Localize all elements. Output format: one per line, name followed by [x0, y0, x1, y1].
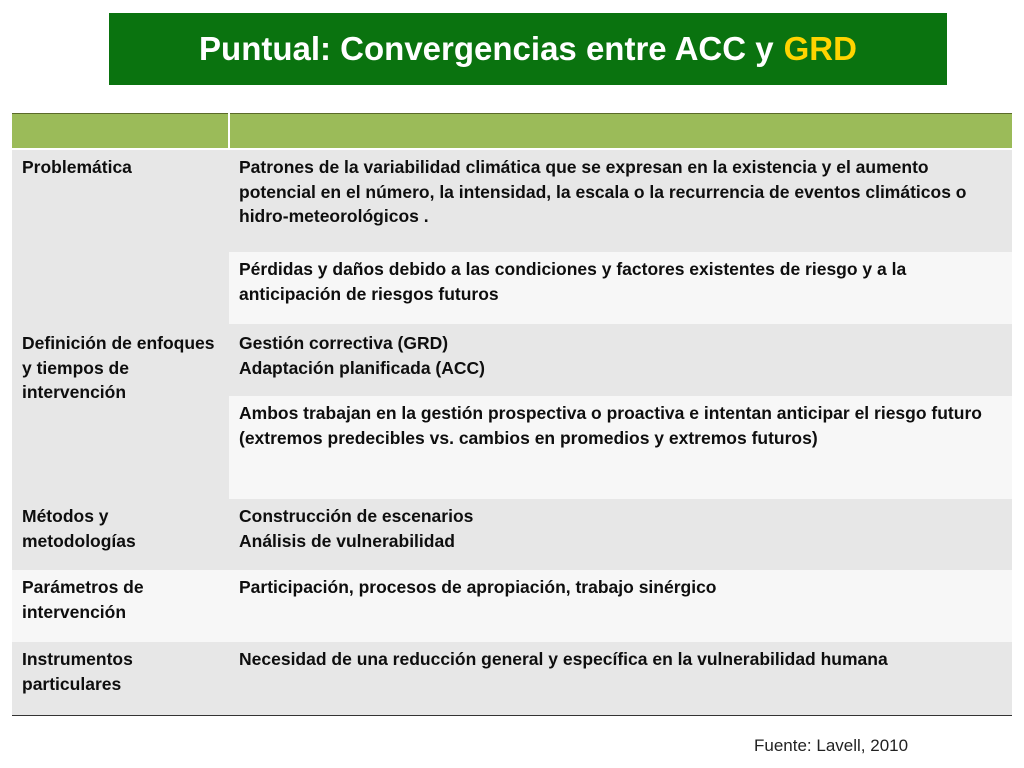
table-cell: Participación, procesos de apropiación, trabajo sinérgico [229, 570, 1012, 642]
table-cell: Patrones de la variabilidad climática que se expresan en la existencia y el aumento potencial en el número, la intensidad, la escala o la recurrencia de eventos climáticos o hidro-meteorológicos . [229, 149, 1012, 252]
table-header-cell [229, 114, 1012, 150]
row-label-parametros: Parámetros de intervención [12, 570, 229, 642]
table-cell [229, 499, 1012, 570]
table-cell: Pérdidas y daños debido a las condiciones y factores existentes de riesgo y a la anticipación de riesgos futuros [229, 252, 1012, 324]
row-label-definicion: Definición de enfoques y tiempos de intervención [12, 324, 229, 499]
source-citation: Fuente: Lavell, 2010 [754, 736, 909, 755]
row-label-instrumentos: Instrumentos particulares [12, 642, 229, 715]
row-label-metodos: Métodos y metodologías [12, 499, 229, 570]
table-row [12, 570, 1012, 642]
table-row [12, 149, 1012, 252]
table-cell: Ambos trabajan en la gestión prospectiva o proactiva e intentan anticipar el riesgo futuro (extremos predecibles vs. cambios en promedios y extremos futuros) [229, 396, 1012, 499]
cell-line: Análisis de vulnerabilidad [239, 530, 455, 551]
cell-line: Adaptación planificada (ACC) [239, 357, 485, 378]
convergence-table [12, 113, 1012, 716]
table-row [12, 499, 1012, 570]
table-cell [229, 324, 1012, 396]
table-header-row [12, 114, 1012, 150]
table-header-cell [12, 114, 229, 150]
slide-title [109, 13, 947, 85]
cell-line: Gestión correctiva (GRD) [239, 333, 449, 353]
table-cell: Necesidad de una reducción general y específica en la vulnerabilidad humana [229, 642, 1012, 715]
table-row [12, 642, 1012, 715]
slide-title-accent: GRD [783, 30, 857, 67]
table-row [12, 324, 1012, 396]
row-label-problematica: Problemática [12, 149, 229, 324]
slide-title-main: Puntual: Convergencias entre ACC y [199, 30, 774, 67]
cell-line: Construcción de escenarios [239, 506, 474, 526]
